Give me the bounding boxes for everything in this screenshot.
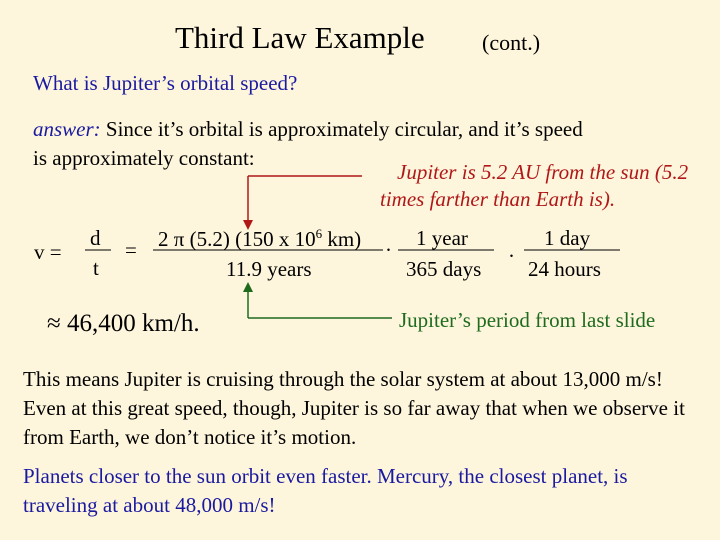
- green-arrow-head: [243, 282, 253, 292]
- eq-frac2-den: 365 days: [406, 257, 482, 281]
- eq-main-numerator-a: 2 π (5.2) (150 x 10: [158, 227, 316, 251]
- jupiter-distance-note-1: Jupiter is 5.2 AU from the sun (5.2: [397, 160, 689, 184]
- eq-main-numerator-b: km): [322, 227, 362, 251]
- answer-label: answer:: [33, 117, 101, 141]
- eq-d: d: [90, 226, 101, 250]
- eq-frac3-num: 1 day: [544, 226, 591, 250]
- eq-v: v =: [34, 240, 62, 264]
- paragraph-closer-planets: Planets closer to the sun orbit even faster. Mercury, the closest planet, is traveling at about 48,000 m/s!: [23, 464, 628, 517]
- answer-text-1: Since it’s orbital is approximately circular, and it’s speed: [105, 117, 583, 141]
- eq-main-numerator: [158, 226, 361, 252]
- eq-frac3-den: 24 hours: [528, 257, 601, 281]
- answer-text-2: is approximately constant:: [33, 146, 255, 170]
- period-note: Jupiter’s period from last slide: [399, 308, 656, 332]
- jupiter-distance-note-2: times farther than Earth is).: [380, 187, 616, 211]
- eq-main-denominator: 11.9 years: [226, 257, 312, 281]
- eq-equals: =: [125, 238, 137, 262]
- slide-title-sub: (cont.): [482, 30, 541, 55]
- slide-title: Third Law Example: [175, 20, 425, 55]
- eq-frac2-num: 1 year: [416, 226, 468, 250]
- eq-main-numerator-exp: 6: [315, 226, 323, 241]
- result-speed: ≈ 46,400 km/h.: [47, 310, 200, 337]
- eq-dot-2: ·: [508, 244, 515, 268]
- question-text: What is Jupiter’s orbital speed?: [33, 71, 298, 95]
- eq-t: t: [93, 256, 99, 280]
- eq-dot-1: ·: [385, 238, 392, 262]
- paragraph-jupiter-speed: This means Jupiter is cruising through the solar system at about 13,000 m/s! Even at this great speed, though, Jupiter is so far away that when we observe it from Earth, we don’t notice it’s motion.: [23, 367, 685, 449]
